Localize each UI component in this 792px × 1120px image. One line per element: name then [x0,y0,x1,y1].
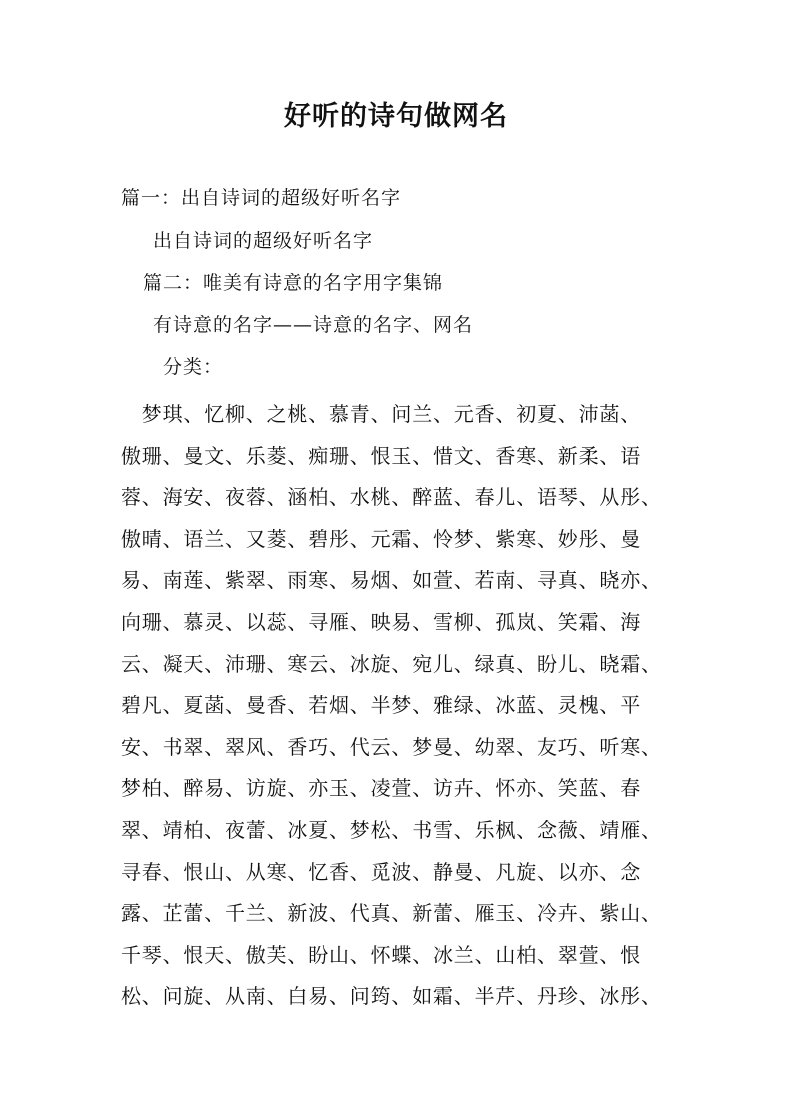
names-row: 千琴、恨天、傲芙、盼山、怀蝶、冰兰、山柏、翠萱、恨 [121,942,641,967]
names-row: 露、芷蕾、千兰、新波、代真、新蕾、雁玉、冷卉、紫山、 [121,901,662,926]
names-row: 蓉、海安、夜蓉、涵柏、水桃、醉蓝、春儿、语琴、从彤、 [121,485,662,510]
section-heading-two: 篇二：唯美有诗意的名字用字集锦 [143,272,444,294]
document-title: 好听的诗句做网名 [284,101,508,132]
names-row: 傲晴、语兰、又菱、碧彤、元霜、怜梦、紫寒、妙彤、曼 [121,526,641,551]
names-paragraph [121,394,661,1018]
section-heading-one: 篇一：出自诗词的超级好听名字 [121,187,402,209]
names-row: 梦琪、忆柳、之桃、慕青、问兰、元香、初夏、沛菡、 [121,402,641,426]
section-subtitle-two: 有诗意的名字——诗意的名字、网名 [153,314,474,336]
names-row: 松、问旋、从南、白易、问筠、如霜、半芹、丹珍、冰彤、 [121,984,662,1009]
names-row: 云、凝天、沛珊、寒云、冰旋、宛儿、绿真、盼儿、晓霜、 [121,651,662,676]
names-row: 梦柏、醉易、访旋、亦玉、凌萱、访卉、怀亦、笑蓝、春 [121,776,641,801]
names-row: 易、南莲、紫翠、雨寒、易烟、如萱、若南、寻真、晓亦、 [121,568,662,593]
names-row: 寻春、恨山、从寒、忆香、觅波、静曼、凡旋、以亦、念 [121,859,641,884]
category-label: 分类： [163,356,224,378]
names-row: 傲珊、曼文、乐菱、痴珊、恨玉、惜文、香寒、新柔、语 [121,443,641,468]
names-row: 安、书翠、翠风、香巧、代云、梦曼、幼翠、友巧、听寒、 [121,734,662,759]
names-row: 向珊、慕灵、以蕊、寻雁、映易、雪柳、孤岚、笑霜、海 [121,609,641,634]
section-subtitle-one: 出自诗词的超级好听名字 [153,230,374,252]
names-row: 翠、靖柏、夜蕾、冰夏、梦松、书雪、乐枫、念薇、靖雁、 [121,817,662,842]
names-row: 碧凡、夏菡、曼香、若烟、半梦、雅绿、冰蓝、灵槐、平 [121,693,641,718]
